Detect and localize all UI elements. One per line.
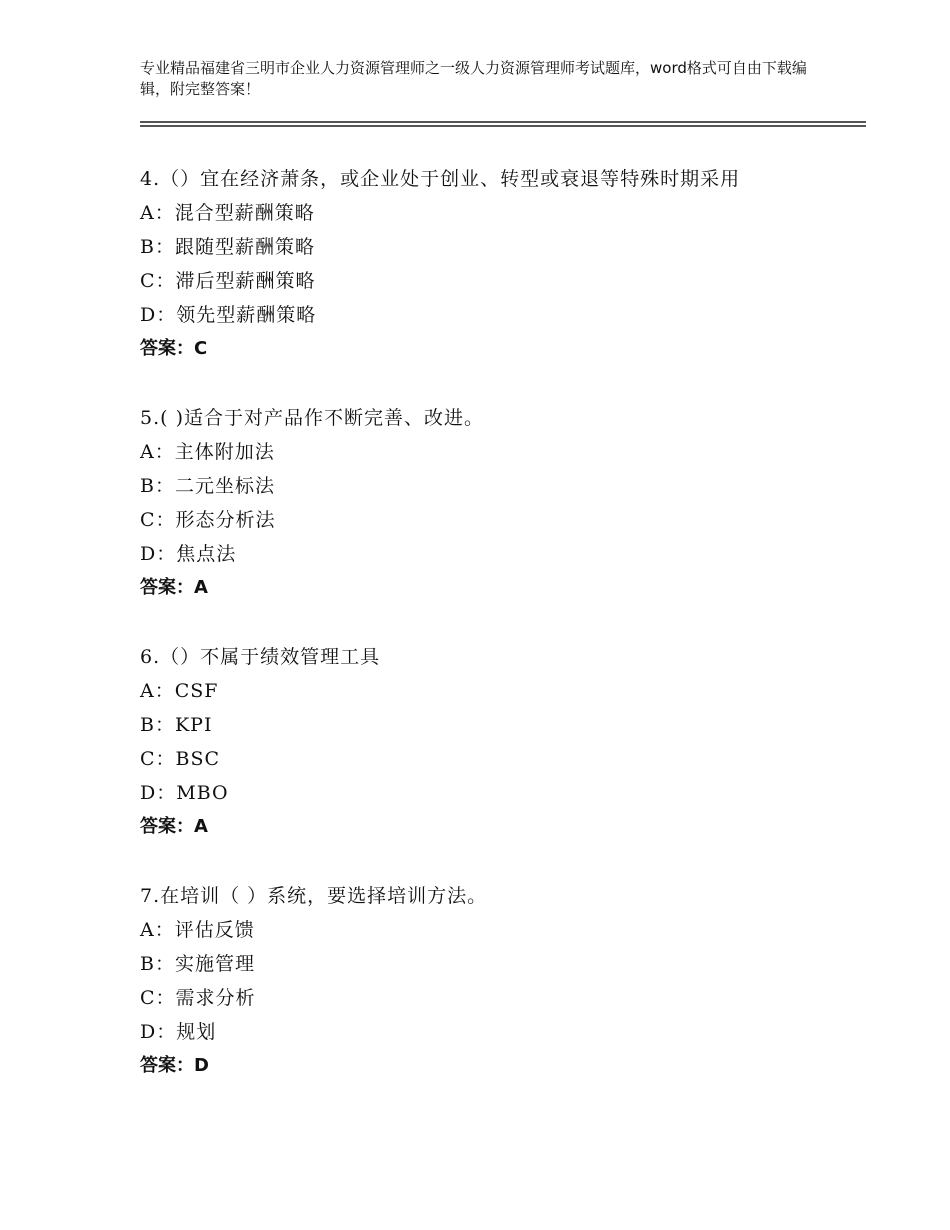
question-7 bbox=[140, 879, 860, 1083]
option-d: D：规划 bbox=[140, 1021, 217, 1043]
question-list bbox=[140, 162, 860, 1083]
option-b: B：二元坐标法 bbox=[140, 475, 275, 497]
option-d: D：MBO bbox=[140, 782, 229, 804]
option-c: C：滞后型薪酬策略 bbox=[140, 270, 316, 292]
header-divider-top bbox=[140, 121, 866, 123]
answer-line: 答案：C bbox=[140, 338, 208, 359]
document-header: 专业精品福建省三明市企业人力资源管理师之一级人力资源管理师考试题库，word格式可自由下载编辑，附完整答案！ bbox=[140, 59, 807, 98]
option-a: A：评估反馈 bbox=[140, 919, 255, 941]
question-5 bbox=[140, 401, 860, 605]
option-b: B：KPI bbox=[140, 714, 213, 736]
answer-line: 答案：A bbox=[140, 816, 208, 837]
option-d: D：领先型薪酬策略 bbox=[140, 304, 317, 326]
question-spacer bbox=[140, 844, 860, 879]
question-stem: 5.( )适合于对产品作不断完善、改进。 bbox=[140, 407, 484, 429]
option-d: D：焦点法 bbox=[140, 543, 237, 565]
header-divider-bottom bbox=[140, 125, 866, 127]
option-b: B：跟随型薪酬策略 bbox=[140, 236, 315, 258]
question-stem: 6.（）不属于绩效管理工具 bbox=[140, 646, 381, 668]
question-6 bbox=[140, 640, 860, 844]
question-stem: 7.在培训（ ）系统，要选择培训方法。 bbox=[140, 885, 488, 907]
option-a: A：主体附加法 bbox=[140, 441, 275, 463]
option-a: A：CSF bbox=[140, 680, 219, 702]
question-4 bbox=[140, 162, 860, 366]
option-c: C：形态分析法 bbox=[140, 509, 276, 531]
option-c: C：需求分析 bbox=[140, 987, 256, 1009]
question-stem: 4.（）宜在经济萧条，或企业处于创业、转型或衰退等特殊时期采用 bbox=[140, 168, 741, 190]
question-spacer bbox=[140, 605, 860, 640]
option-c: C：BSC bbox=[140, 748, 221, 770]
option-b: B：实施管理 bbox=[140, 953, 255, 975]
option-a: A：混合型薪酬策略 bbox=[140, 202, 315, 224]
answer-line: 答案：D bbox=[140, 1055, 209, 1076]
answer-line: 答案：A bbox=[140, 577, 208, 598]
question-spacer bbox=[140, 366, 860, 401]
